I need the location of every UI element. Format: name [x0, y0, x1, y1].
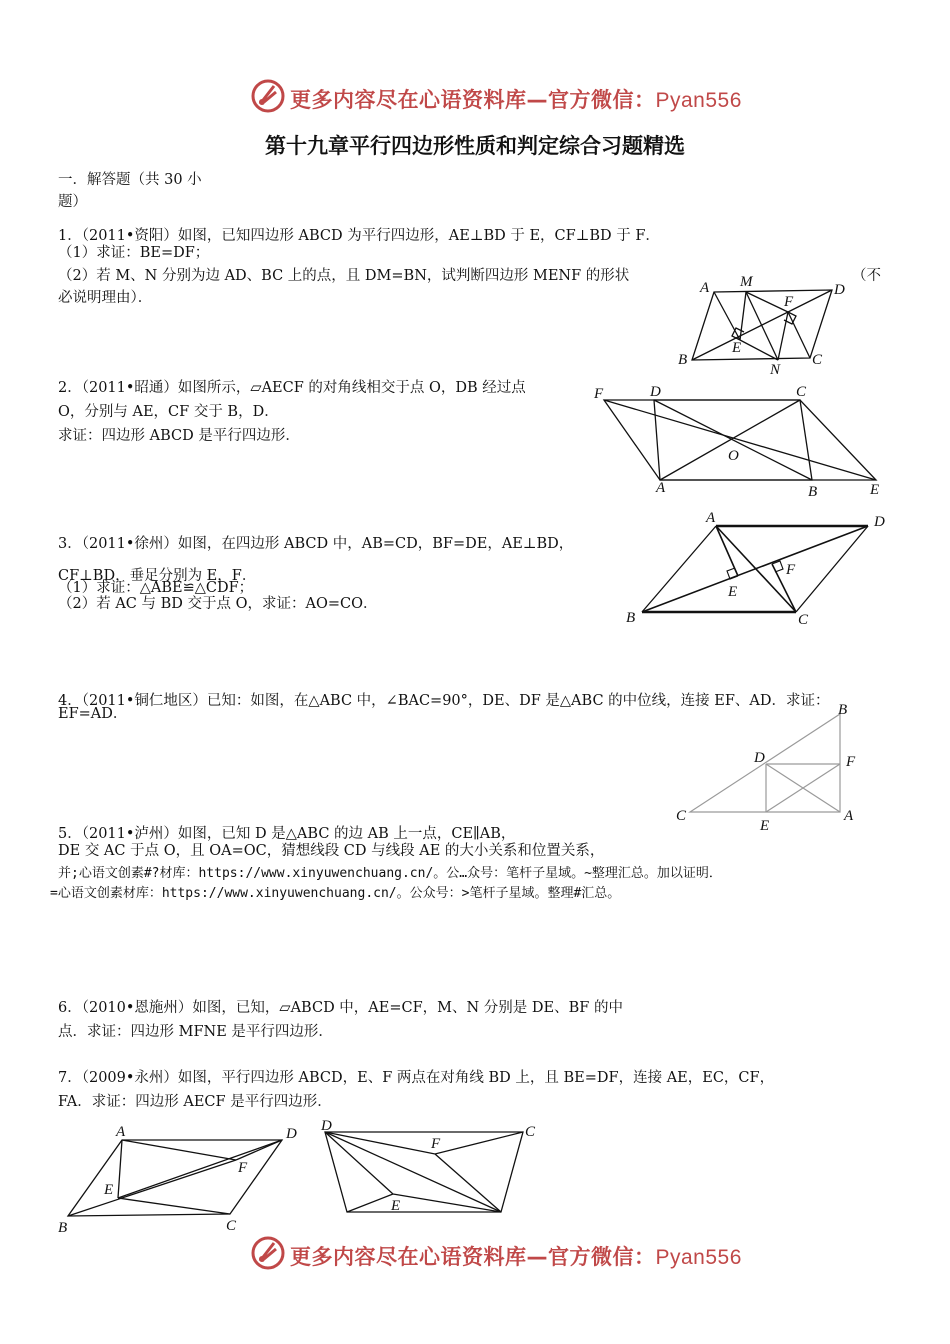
page-title: 第十九章平行四边形性质和判定综合习题精选 — [265, 134, 685, 158]
problem-7-line2: FA．求证：四边形 AECF 是平行四边形． — [58, 1094, 332, 1110]
footer-banner-wechat-id: Pyan556 — [655, 1246, 742, 1269]
figure-1 — [670, 270, 850, 380]
fig2-label-O: O — [728, 448, 739, 464]
fig3-label-A: A — [706, 510, 716, 526]
problem-3-line3: （1）求证：△ABE≌△CDF； — [58, 580, 254, 596]
fig3-label-E: E — [728, 584, 738, 600]
problem-3-line1: 3．（2011•徐州）如图，在四边形 ABCD 中，AB=CD，BF=DE，AE⊥BD， — [58, 536, 574, 552]
figure-3 — [620, 508, 900, 628]
problem-1-line3-tail: （不 — [852, 268, 881, 284]
figure-6 — [50, 1120, 310, 1238]
fig6-label-F: F — [238, 1160, 248, 1176]
fig6-label-E: E — [104, 1182, 114, 1198]
fig7-label-C: C — [525, 1124, 536, 1140]
problem-1-line2: （1）求证：BE=DF； — [58, 245, 210, 261]
problem-1-line4: 必说明理由）． — [58, 290, 153, 306]
fig2-label-A: A — [656, 480, 666, 496]
fig2-label-B: B — [808, 484, 818, 500]
figure-2 — [590, 380, 890, 500]
problem-2-line2: O，分别与 AE，CF 交于 B，D． — [58, 404, 279, 420]
fig1-label-A: A — [700, 280, 710, 296]
fig1-label-N: N — [770, 362, 781, 378]
problem-6-line1: 6．（2010•恩施州）如图，已知，▱ABCD 中，AE=CF，M、N 分别是 DE、BF 的中 — [58, 1000, 623, 1016]
problem-3-line4: （2）若 AC 与 BD 交于点 O，求证：AO=CO． — [58, 596, 378, 612]
section-heading-line2: 题） — [58, 194, 87, 210]
fig6-label-D: D — [286, 1126, 297, 1142]
fig1-label-M: M — [740, 274, 753, 290]
fig4-label-C: C — [676, 808, 687, 824]
fig1-label-B: B — [678, 352, 688, 368]
fig2-label-D: D — [650, 384, 661, 400]
problem-5-line3: 并;心语文创素#?材库：https://www.xinyuwenchuang.cn/。公…众号：笔杆子星域。~整理汇总。加以证明． — [58, 866, 722, 881]
fig2-label-F: F — [594, 386, 604, 402]
figure-4 — [670, 700, 870, 834]
fig3-label-C: C — [798, 612, 809, 628]
fig1-label-F: F — [784, 294, 794, 310]
fig7-label-D: D — [321, 1118, 332, 1134]
fig1-label-C: C — [812, 352, 823, 368]
fig1-label-E: E — [732, 340, 742, 356]
fig3-label-F: F — [786, 562, 796, 578]
problem-7-line1: 7．（2009•永州）如图，平行四边形 ABCD，E、F 两点在对角线 BD 上，且 BE=DF，连接 AE，EC，CF， — [58, 1070, 775, 1086]
footer-banner — [250, 1235, 770, 1271]
problem-4-line2: EF=AD． — [58, 706, 128, 722]
problem-5-line2: DE 交 AC 于点 O，且 OA=OC，猜想线段 CD 与线段 AE 的大小关系和位置关系， — [58, 843, 605, 859]
section-heading-line1: 一．解答题（共 30 小 — [58, 172, 202, 188]
fig6-label-A: A — [116, 1124, 126, 1140]
figure-7 — [305, 1120, 555, 1220]
fig7-label-F: F — [431, 1136, 441, 1152]
fig2-label-E: E — [870, 482, 880, 498]
fig6-label-C: C — [226, 1218, 237, 1234]
problem-6-line2: 点．求证：四边形 MFNE 是平行四边形． — [58, 1024, 333, 1040]
fig4-label-B: B — [838, 702, 848, 718]
fig4-label-A: A — [844, 808, 854, 824]
fig7-label-E: E — [391, 1198, 401, 1214]
fig4-label-E: E — [760, 818, 770, 834]
problem-5-line4: =心语文创素材库：https://www.xinyuwenchuang.cn/。公众号：>笔杆子星域。整理#汇总。 — [50, 886, 621, 901]
header-banner — [250, 78, 770, 114]
brand-logo-icon — [250, 1235, 288, 1271]
problem-1-line1: 1．（2011•资阳）如图，已知四边形 ABCD 为平行四边形，AE⊥BD 于 E，CF⊥BD 于 F． — [58, 228, 660, 244]
fig1-label-D: D — [834, 282, 845, 298]
problem-4-line1: 4．（2011•铜仁地区）已知：如图，在△ABC 中，∠BAC=90°，DE、DF 是△ABC 的中位线，连接 EF、AD．求证： — [58, 693, 830, 709]
problem-3-line2: CF⊥BD，垂足分别为 E，F． — [58, 568, 257, 584]
fig4-label-D: D — [754, 750, 765, 766]
fig3-label-D: D — [874, 514, 885, 530]
fig2-label-C: C — [796, 384, 807, 400]
fig4-label-F: F — [846, 754, 856, 770]
problem-2-line3: 求证：四边形 ABCD 是平行四边形． — [58, 428, 300, 444]
brand-logo-icon — [250, 78, 288, 114]
problem-1-line3: （2）若 M、N 分别为边 AD、BC 上的点，且 DM=BN，试判断四边形 MENF 的形状 — [58, 268, 630, 284]
banner-text: 更多内容尽在心语资料库—官方微信：Pyan556 — [290, 88, 742, 112]
problem-2-line1: 2．（2011•昭通）如图所示，▱AECF 的对角线相交于点 O，DB 经过点 — [58, 380, 526, 396]
footer-banner-text: 更多内容尽在心语资料库—官方微信：Pyan556 — [290, 1245, 742, 1269]
fig3-label-B: B — [626, 610, 636, 626]
banner-wechat-id: Pyan556 — [655, 89, 742, 112]
fig6-label-B: B — [58, 1220, 68, 1236]
problem-5-line1: 5．（2011•泸州）如图，已知 D 是△ABC 的边 AB 上一点，CE∥AB， — [58, 826, 516, 842]
